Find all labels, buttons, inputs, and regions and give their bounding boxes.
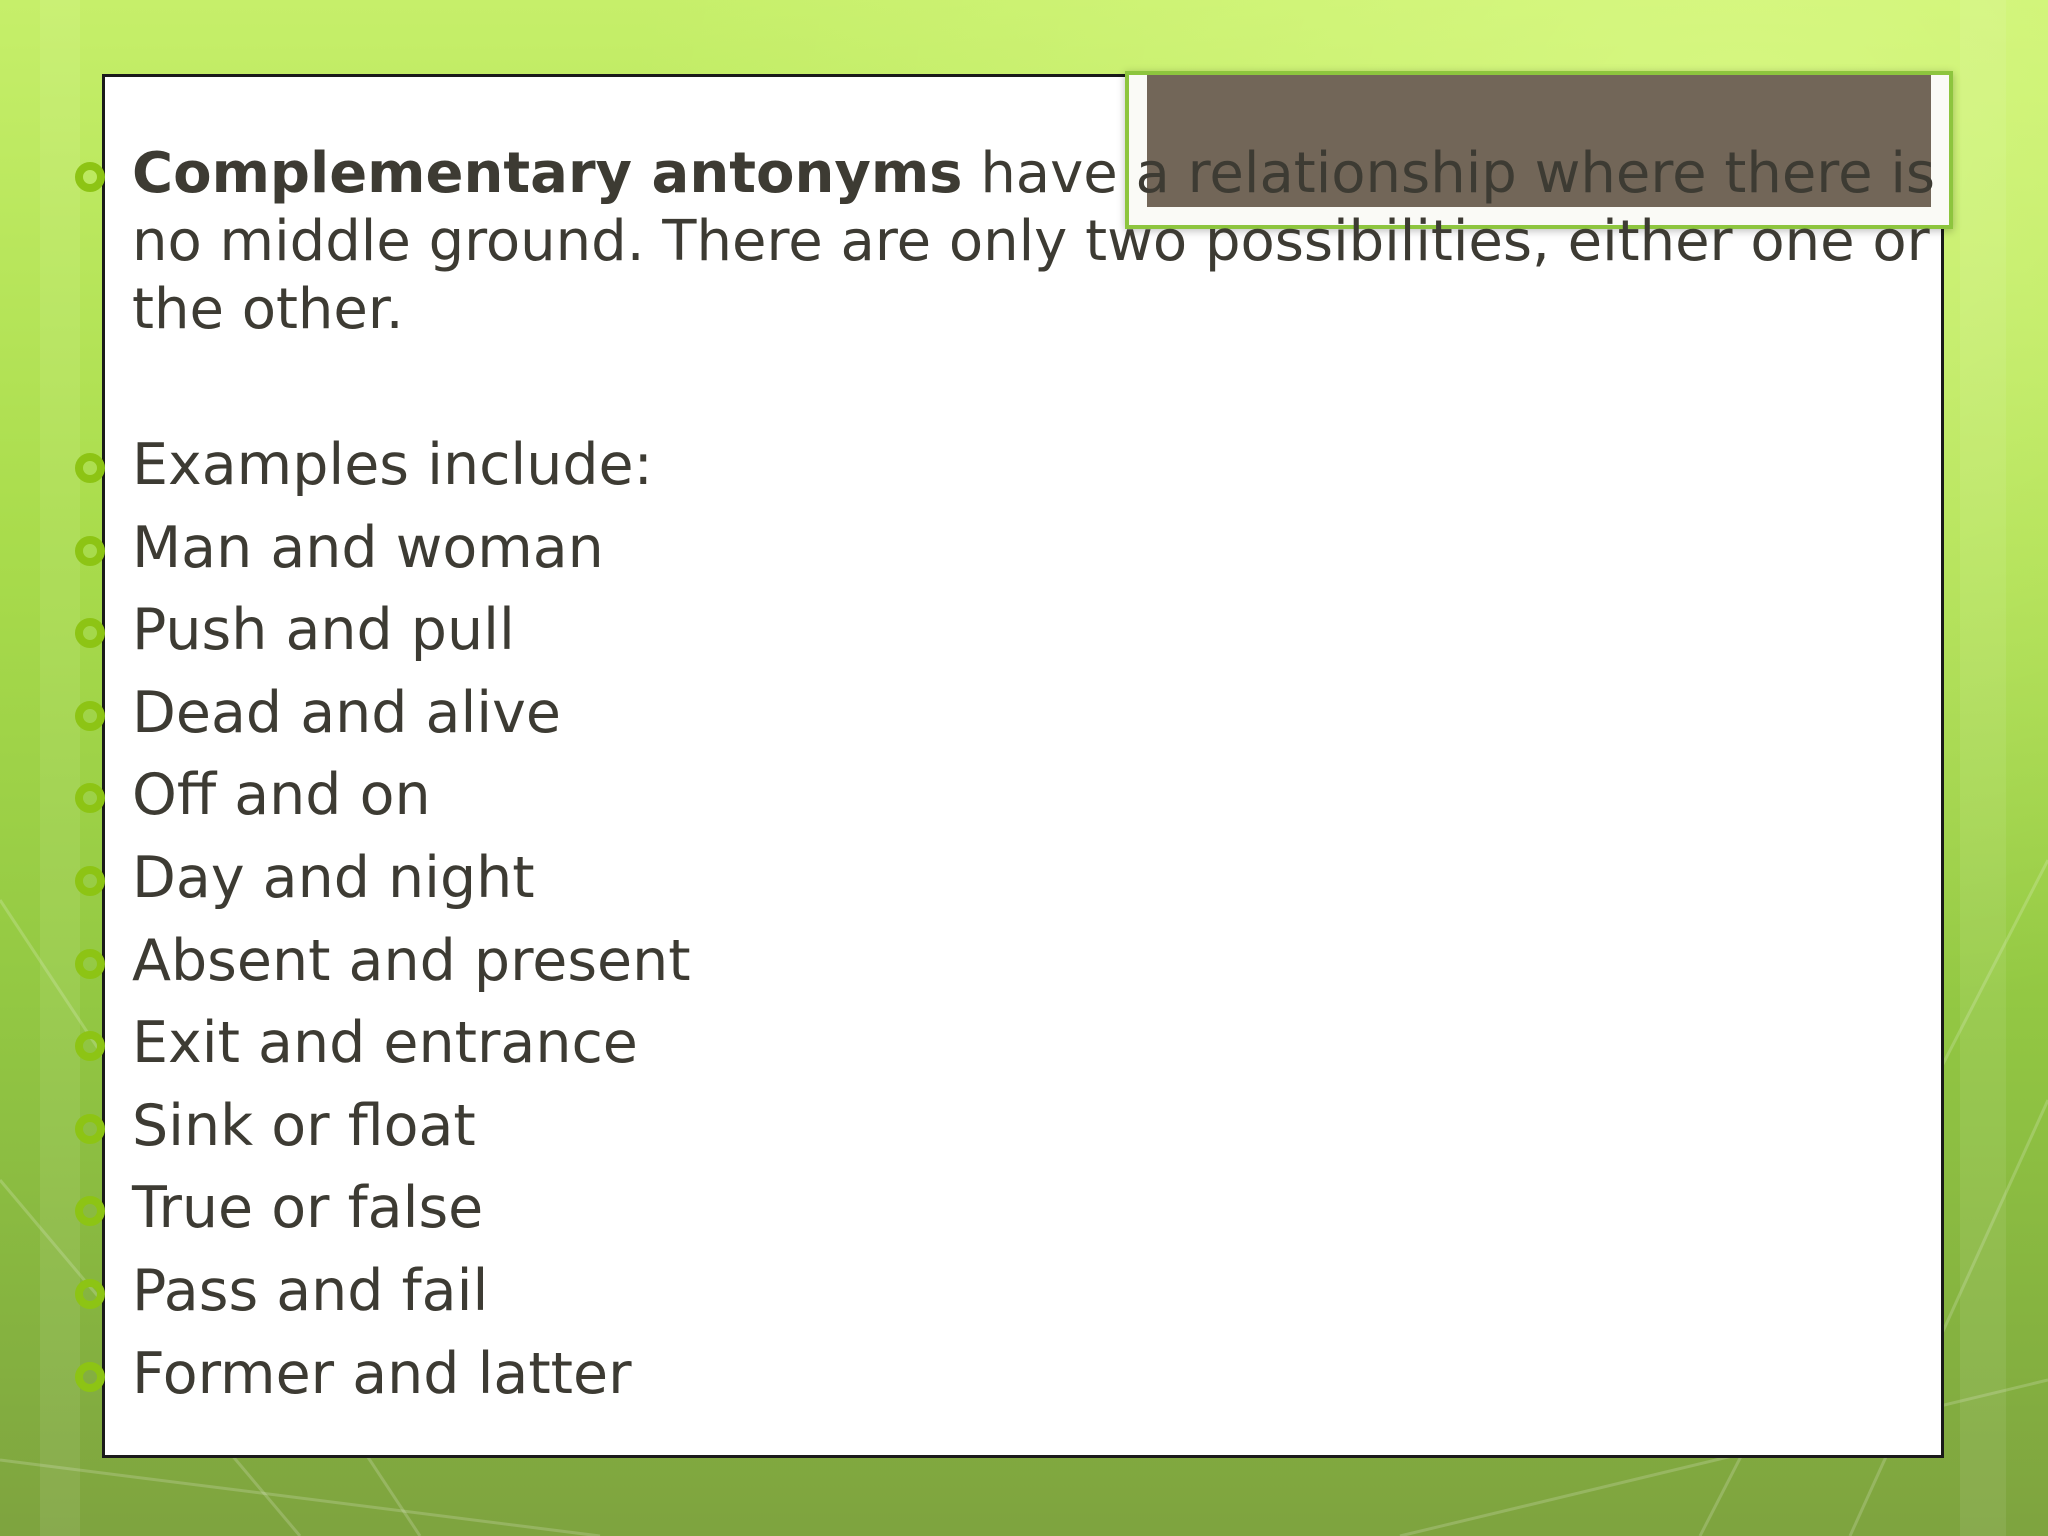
bullet-list	[70, 140, 2000, 1415]
bullet-marker-icon	[75, 701, 105, 731]
example-text: Absent and present	[132, 927, 691, 994]
example-text: Former and latter	[132, 1340, 632, 1407]
example-bullet	[70, 1002, 2000, 1085]
bullet-marker-icon	[75, 536, 105, 566]
example-text: True or false	[132, 1175, 484, 1242]
example-text: Man and woman	[132, 514, 604, 581]
bullet-marker-icon	[75, 866, 105, 896]
bullet-marker-icon	[75, 162, 105, 192]
bullet-marker-icon	[75, 1031, 105, 1061]
bullet-marker-icon	[75, 453, 105, 483]
example-bullet	[70, 589, 2000, 672]
example-text: Sink or float	[132, 1092, 476, 1159]
example-bullet	[70, 507, 2000, 590]
example-bullet	[70, 837, 2000, 920]
bullet-marker-icon	[75, 783, 105, 813]
example-text: Push and pull	[132, 597, 515, 664]
example-text: Day and night	[132, 844, 535, 911]
bullet-marker-icon	[75, 949, 105, 979]
example-bullet	[70, 1167, 2000, 1250]
bullet-marker-icon	[75, 618, 105, 648]
example-bullet	[70, 672, 2000, 755]
example-bullet	[70, 1085, 2000, 1168]
intro-text: have a relationship where there is no middle ground. There are only two possibilities, either one or the other.	[132, 141, 1936, 342]
intro-bullet	[70, 140, 2000, 344]
example-bullet	[70, 1250, 2000, 1333]
example-text: Pass and fail	[132, 1257, 489, 1324]
example-text: Dead and alive	[132, 679, 561, 746]
example-bullet	[70, 920, 2000, 1003]
example-text: Off and on	[132, 762, 431, 829]
example-bullet	[70, 1333, 2000, 1416]
bullet-marker-icon	[75, 1362, 105, 1392]
bullet-marker-icon	[75, 1279, 105, 1309]
example-bullet	[70, 754, 2000, 837]
intro-term: Complementary antonyms	[132, 141, 963, 206]
bullet-marker-icon	[75, 1196, 105, 1226]
example-text: Exit and entrance	[132, 1010, 638, 1077]
examples-heading: Examples include:	[132, 432, 653, 498]
bullet-marker-icon	[75, 1114, 105, 1144]
examples-heading-bullet	[70, 424, 2000, 507]
